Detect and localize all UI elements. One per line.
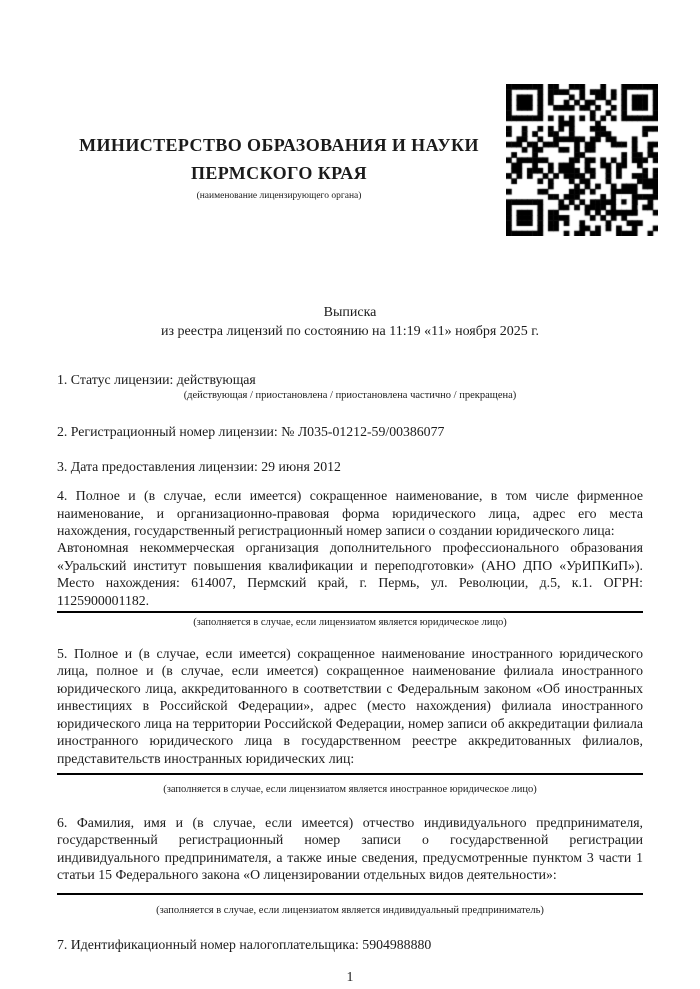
- document-title: [57, 0, 643, 341]
- license-grant-date-item: 3. Дата предоставления лицензии: 29 июня 2012: [57, 458, 341, 474]
- license-status-note: (действующая / приостановлена / приостановлена частично / прекращена): [183, 390, 517, 402]
- foreign-entity-note: (заполняется в случае, если лицензиатом является иностранное юридическое лицо): [163, 783, 537, 795]
- registration-number-item: 2. Регистрационный номер лицензии: № Л035-01212-59/00386077: [57, 424, 445, 440]
- foreign-entity-item: 5. Полное и (в случае, если имеется) сокращенное наименование иностранного юридического лица, полное и (в случае, если имеется) сокращенное наименование филиала иностранного юридического лица, аккредитованного в соответствии с Федеральным законом «Об иностранных инвестициях в Российской Федерации», адрес (место нахождения) филиала иностранного юридического лица на территории Российской Федерации, номер записи об аккредитации филиала иностранного юридического лица в государственном реестре аккредитованных филиалов, представительств иностранных юридических лиц:: [57, 646, 643, 766]
- individual-entrepreneur-underline: [57, 893, 643, 895]
- individual-entrepreneur-item: 6. Фамилия, имя и (в случае, если имеется) отчество индивидуального предпринимателя, государственный регистрационный номер записи о государственной регистрации индивидуального предпринимателя, а также иные сведения, предусмотренные пунктом 3 части 1 статьи 15 Федерального закона «О лицензировании отдельных видов деятельности»:: [57, 814, 643, 883]
- document-title-line1: Выписка: [323, 305, 377, 320]
- ministry-name-line1: МИНИСТЕРСТВО ОБРАЗОВАНИЯ И НАУКИ: [79, 135, 479, 155]
- document-title-line2: из реестра лицензий по состоянию на 11:19 «11» ноября 2025 г.: [161, 324, 539, 339]
- foreign-entity-underline: [57, 773, 643, 775]
- document-body: [57, 0, 643, 985]
- legal-entity-note: (заполняется в случае, если лицензиатом является юридическое лицо): [193, 617, 507, 629]
- ministry-name-line2: ПЕРМСКОГО КРАЯ: [190, 163, 368, 183]
- legal-entity-underline: [57, 611, 643, 613]
- individual-entrepreneur-note: (заполняется в случае, если лицензиатом является индивидуальный предприниматель): [156, 904, 544, 916]
- license-status-item: 1. Статус лицензии: действующая: [57, 372, 256, 387]
- taxpayer-id-item: 7. Идентификационный номер налогоплательщика: 5904988880: [57, 936, 432, 952]
- legal-entity-item-label: 4. Полное и (в случае, если имеется) сокращенное наименование, в том числе фирменное наименование, и организационно-правовая форма юридического лица, адрес его места нахождения, государственный регистрационный номер записи о создании юридического лица:: [57, 488, 643, 539]
- legal-entity-item-value: Автономная некоммерческая организация дополнительного профессионального образования «Уральский институт повышения квалификации и переподготовки» (АНО ДПО «УрИПКиП»). Место нахождения: 614007, Пермский край, г. Пермь, ул. Революции, д.5, к.1. ОГРН: 1125900001182.: [57, 540, 643, 608]
- legal-entity-item: [57, 487, 643, 609]
- licensing-authority-note: (наименование лицензирующего органа): [196, 191, 362, 201]
- page-number: 1: [346, 968, 354, 984]
